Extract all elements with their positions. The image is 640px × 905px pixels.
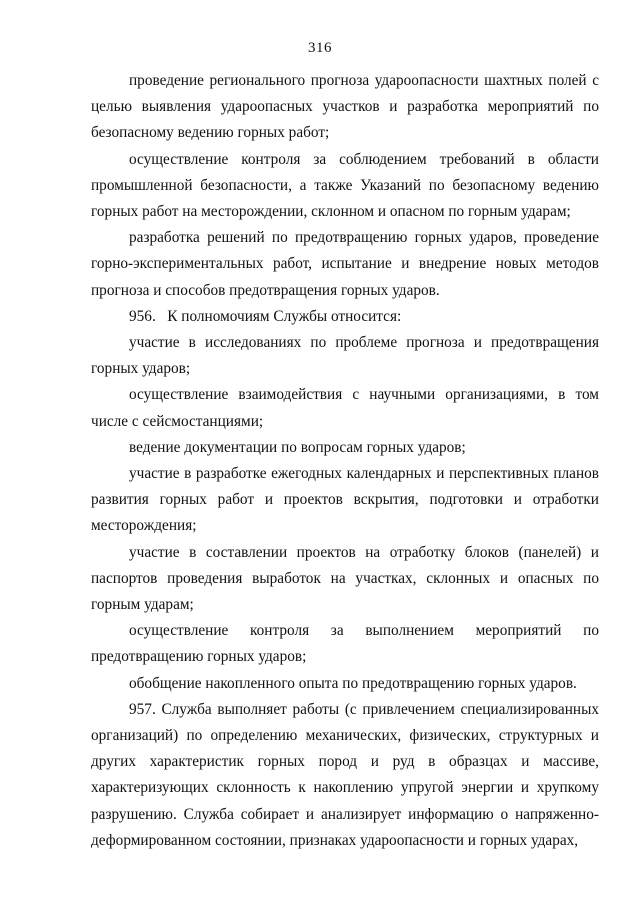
paragraph-annual-plans: участие в разработке ежегодных календарных и перспективных планов развития горных работ и проектов вскрытия, подготовки и отработки месторождения; bbox=[91, 465, 599, 535]
page-number: 316 bbox=[308, 40, 332, 56]
document-body bbox=[91, 68, 599, 854]
paragraph-prevention-decisions: разработка решений по предотвращению горных ударов, проведение горно-экспериментальных работ, испытание и внедрение новых методов прогноза и способов предотвращения горных ударов. bbox=[91, 229, 599, 299]
paragraph-scientific-cooperation: осуществление взаимодействия с научными организациями, в том числе с сейсмостанциями; bbox=[91, 386, 599, 430]
paragraph-documentation: ведение документации по вопросам горных ударов; bbox=[129, 438, 466, 456]
paragraph-experience-summary: обобщение накопленного опыта по предотвращению горных ударов. bbox=[129, 674, 577, 692]
paragraph-956-heading: 956. К полномочиям Службы относится: bbox=[129, 307, 402, 325]
paragraph-regional-forecast: проведение регионального прогноза удароопасности шахтных полей с целью выявления удароопасных участков и разработка мероприятий по безопасному ведению горных работ; bbox=[91, 72, 599, 142]
paragraph-research-participation: участие в исследованиях по проблеме прогноза и предотвращения горных ударов; bbox=[91, 334, 599, 378]
paragraph-measures-control: осуществление контроля за выполнением мероприятий по предотвращению горных ударов; bbox=[91, 622, 599, 666]
paragraph-block-projects: участие в составлении проектов на отработку блоков (панелей) и паспортов проведения выработок на участках, склонных и опасных по горным ударам; bbox=[91, 543, 599, 614]
paragraph-957-works: 957. Служба выполняет работы (с привлечением специализированных организаций) по определению механических, физических, структурных и других характеристик горных пород и руд в образцах и массиве, характеризующих склонность к накоплению упругой энергии и хрупкому разрушению. Служба собирает и анализирует информацию о напряженно-деформированном состоянии, признаках удароопасности и горных ударах, bbox=[91, 700, 599, 849]
paragraph-safety-control: осуществление контроля за соблюдением требований в области промышленной безопасности, а также Указаний по безопасному ведению горных работ на месторождении, склонном и опасном по горным ударам; bbox=[91, 150, 599, 221]
